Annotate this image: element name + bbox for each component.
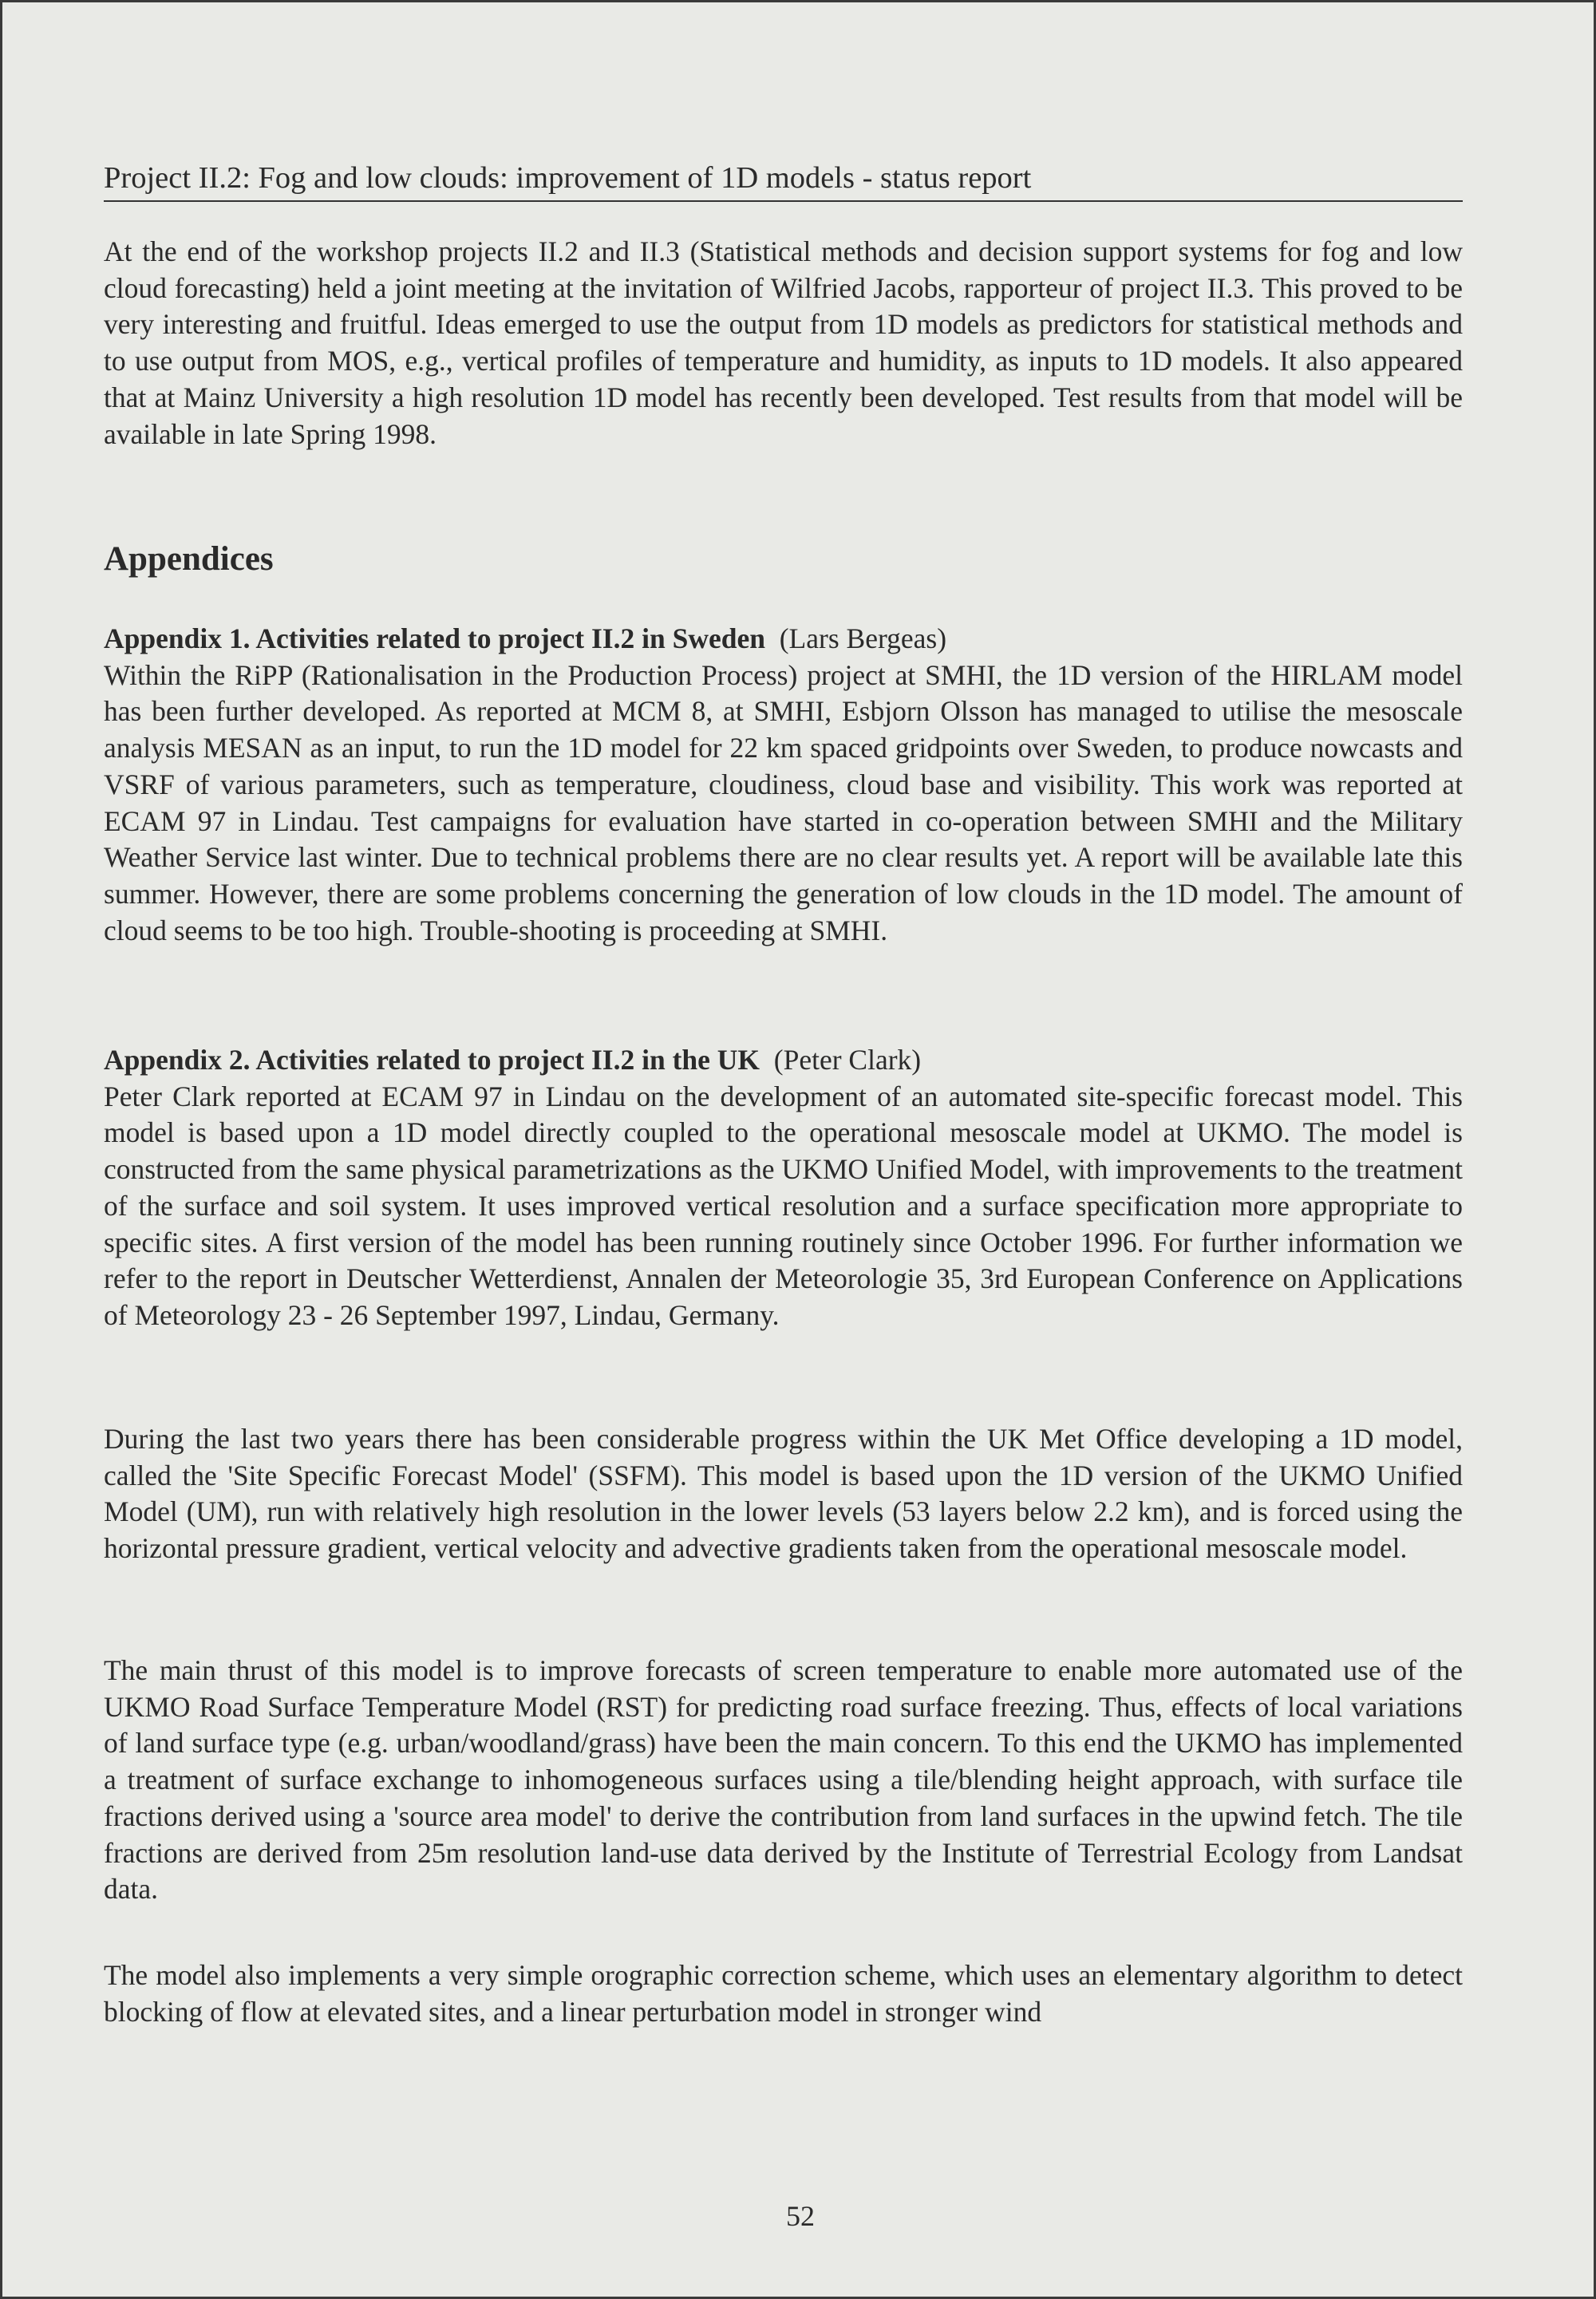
appendix-1-author: (Lars Bergeas) — [779, 622, 947, 654]
appendix-1-text: Within the RiPP (Rationalisation in the Production Process) project at SMHI, the 1D version of the HIRLAM model has been further developed. As reported at MCM 8, at SMHI, Esbjorn Olsson has managed to utilise the mesoscale analysis MESAN as an input, to run the 1D model for 22 km spaced gridpoints over Sweden, to produce nowcasts and VSRF of various parameters, such as temperature, cloudiness, cloud base and visibility. This work was reported at ECAM 97 in Lindau. Test campaigns for evaluation have started in co-operation between SMHI and the Military Weather Service last winter. Due to technical problems there are no clear results yet. A report will be available late this summer. However, there are some problems concerning the generation of low clouds in the 1D model. The amount of cloud seems to be too high. Trouble-shooting is proceeding at SMHI. — [104, 658, 1463, 946]
appendix-2-text: Peter Clark reported at ECAM 97 in Lindau on the development of an automated site-specific forecast model. This model is based upon a 1D model directly coupled to the operational mesoscale model at UKMO. The model is constructed from the same physical parametrizations as the UKMO Unified Model, with improvements to the treatment of the surface and soil system. It uses improved vertical resolution and a surface specification more appropriate to specific sites. A first version of the model has been running routinely since October 1996. For further information we refer to the report in Deutscher Wetterdienst, Annalen der Meteorologie 35, 3rd European Conference on Applications of Meteorology 23 - 26 September 1997, Lindau, Germany. — [104, 1080, 1463, 1331]
page-number: 52 — [786, 2200, 815, 2232]
appendix-2-author: (Peter Clark) — [773, 1044, 922, 1076]
orographic-paragraph: The model also implements a very simple orographic correction scheme, which uses an elementary algorithm to detect blocking of flow at elevated sites, and a linear perturbation model in stronger wind — [104, 1959, 1463, 2028]
appendix-2-section — [104, 1042, 1463, 1334]
running-header: Project II.2: Fog and low clouds: improvement of 1D models - status report — [104, 159, 1463, 202]
appendix-1-heading: Appendix 1. Activities related to project II.2 in Sweden — [104, 622, 765, 654]
intro-paragraph: At the end of the workshop projects II.2 and II.3 (Statistical methods and decision support systems for fog and low cloud forecasting) held a joint meeting at the invitation of Wilfried Jacobs, rapporteur of project II.3. This proved to be very interesting and fruitful. Ideas emerged to use the output from 1D models as predictors for statistical methods and to use output from MOS, e.g., vertical profiles of temperature and humidity, as inputs to 1D models. It also appeared that at Mainz University a high resolution 1D model has recently been developed. Test results from that model will be available in late Spring 1998. — [104, 235, 1463, 450]
ssfm-paragraph: During the last two years there has been considerable progress within the UK Met Office developing a 1D model, called the 'Site Specific Forecast Model' (SSFM). This model is based upon the 1D version of the UKMO Unified Model (UM), run with relatively high resolution in the lower levels (53 layers below 2.2 km), and is forced using the horizontal pressure gradient, vertical velocity and advective gradients taken from the operational mesoscale model. — [104, 1423, 1463, 1565]
appendices-heading: Appendices — [104, 540, 274, 578]
appendix-2-heading: Appendix 2. Activities related to project II.2 in the UK — [104, 1044, 760, 1076]
main-thrust-paragraph: The main thrust of this model is to improve forecasts of screen temperature to enable more automated use of the UKMO Road Surface Temperature Model (RST) for predicting road surface freezing. Thus, effects of local variations of land surface type (e.g. urban/woodland/grass) have been the main concern. To this end the UKMO has implemented a treatment of surface exchange to inhomogeneous surfaces using a tile/blending height approach, with surface tile fractions derived using a 'source area model' to derive the contribution from land surfaces in the upwind fetch. The tile fractions are derived from 25m resolution land-use data derived by the Institute of Terrestrial Ecology from Landsat data. — [104, 1654, 1463, 1906]
appendix-1-section — [104, 621, 1463, 949]
